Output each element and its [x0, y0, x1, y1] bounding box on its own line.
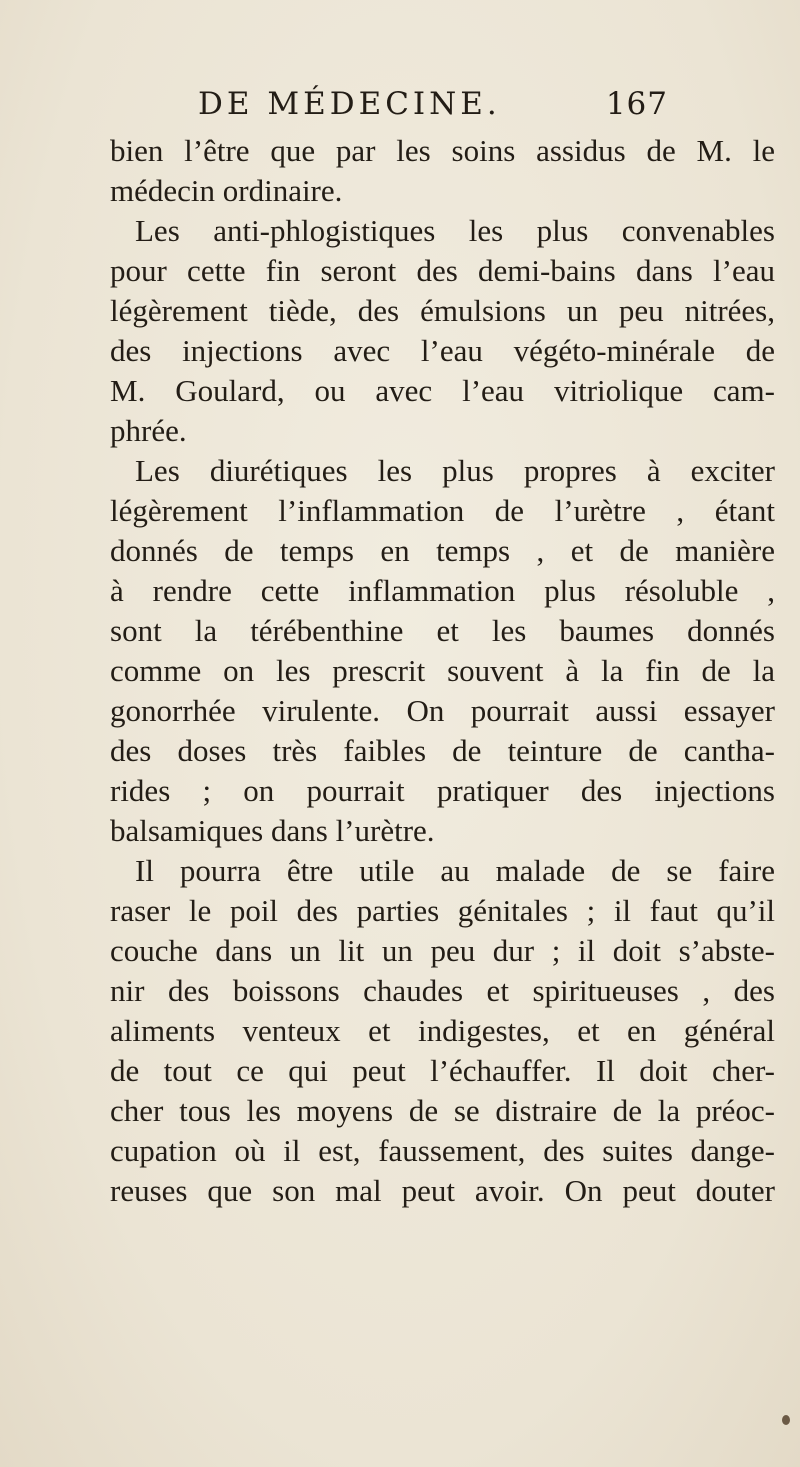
page-number: 167	[605, 86, 668, 122]
ink-speck	[782, 1415, 790, 1425]
text-line: cupation où il est, faussement, des suites dange-	[110, 1133, 775, 1168]
text-line: M. Goulard, ou avec l’eau vitriolique cam-	[110, 373, 775, 408]
text-line: aliments venteux et indigestes, et en général	[110, 1013, 775, 1048]
text-line: Il pourra être utile au malade de se faire	[135, 853, 775, 888]
text-line: Les anti-phlogistiques les plus convenables	[135, 213, 775, 248]
text-line: pour cette fin seront des demi-bains dans l’eau	[110, 253, 775, 288]
text-line: rides ; on pourrait pratiquer des injections	[110, 773, 775, 808]
text-line: de tout ce qui peut l’échauffer. Il doit cher-	[110, 1053, 775, 1088]
text-line: nir des boissons chaudes et spiritueuses , des	[110, 973, 775, 1008]
text-line: balsamiques dans l’urètre.	[110, 813, 435, 848]
text-line: raser le poil des parties génitales ; il faut qu’il	[110, 893, 775, 928]
text-line: des doses très faibles de teinture de cantha-	[110, 733, 775, 768]
text-line: couche dans un lit un peu dur ; il doit s’abste-	[110, 933, 775, 968]
text-line: des injections avec l’eau végéto-minérale de	[110, 333, 775, 368]
text-line: donnés de temps en temps , et de manière	[110, 533, 775, 568]
text-line: à rendre cette inflammation plus résoluble ,	[110, 573, 775, 608]
text-line: médecin ordinaire.	[110, 173, 343, 208]
text-line: sont la térébenthine et les baumes donnés	[110, 613, 775, 648]
text-line: comme on les prescrit souvent à la fin de la	[110, 653, 775, 688]
text-line: Les diurétiques les plus propres à exciter	[135, 453, 775, 488]
text-line: légèrement l’inflammation de l’urètre , étant	[110, 493, 775, 528]
text-line: reuses que son mal peut avoir. On peut douter	[110, 1173, 775, 1208]
text-line: bien l’être que par les soins assidus de M. le	[110, 133, 775, 168]
running-head	[198, 86, 668, 126]
text-line: gonorrhée virulente. On pourrait aussi essayer	[110, 693, 775, 728]
running-title: DE MÉDECINE.	[198, 86, 501, 122]
text-line: cher tous les moyens de se distraire de la préoc-	[110, 1093, 775, 1128]
text-line: légèrement tiède, des émulsions un peu nitrées,	[110, 293, 775, 328]
text-line: phrée.	[110, 413, 187, 448]
